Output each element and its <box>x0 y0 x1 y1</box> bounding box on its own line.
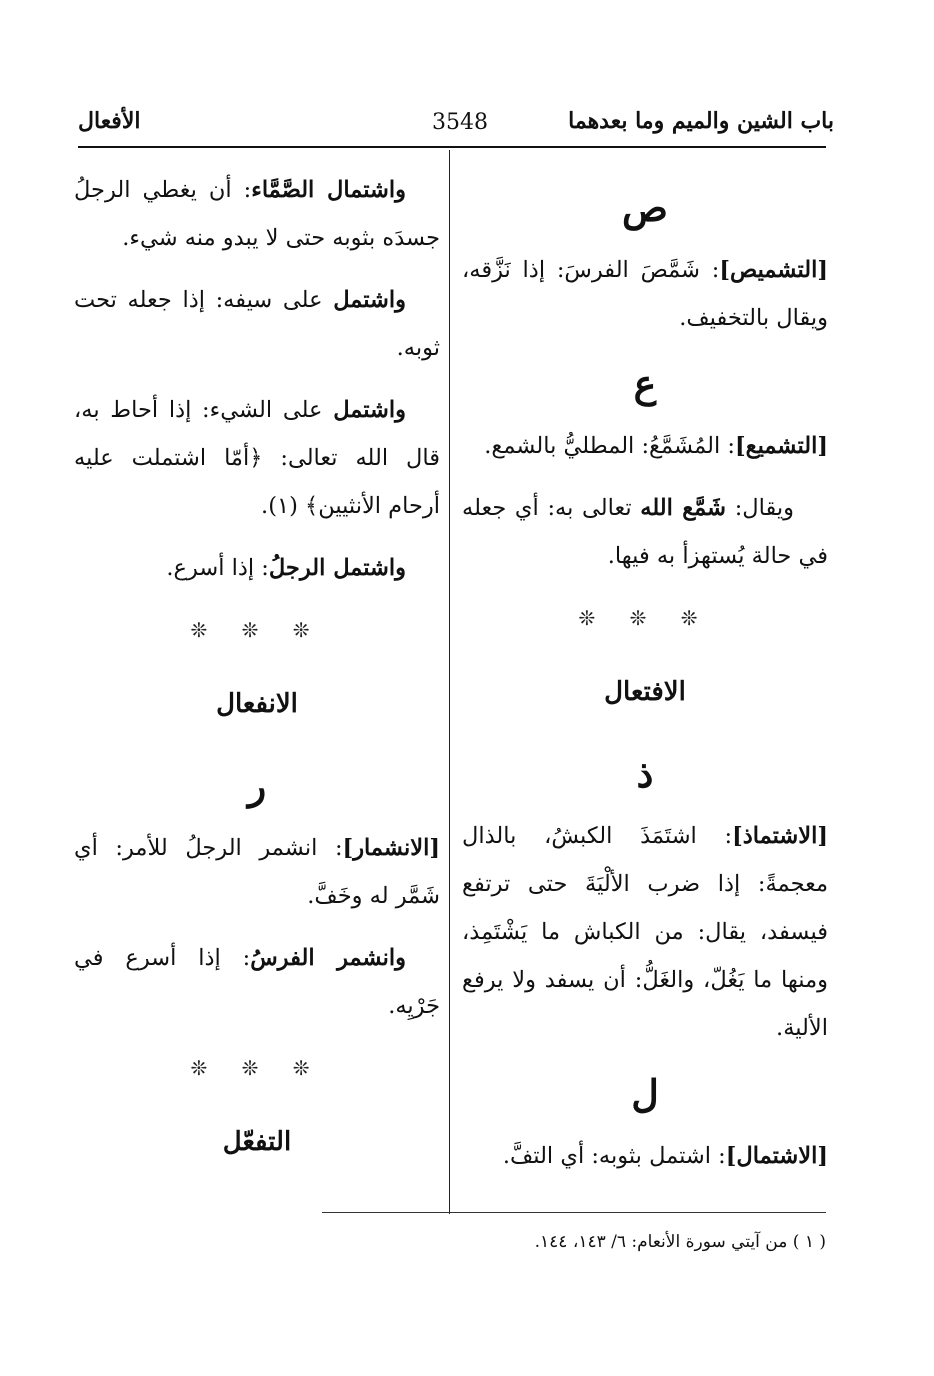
left-column <box>74 166 440 1196</box>
entry-headword: [التشميع] <box>734 433 828 459</box>
entry-tashmis <box>462 246 828 342</box>
footnote-rule <box>322 1212 826 1213</box>
entry-text: تعالى به: أي جعله في حالة يُستهزأ به فيها. <box>462 495 828 569</box>
entry-headword: شَمَّع الله <box>640 495 727 521</box>
entry-ishtamala-sayf <box>74 276 440 372</box>
entry-headword: واشتمل <box>333 397 406 423</box>
entry-headword: [التشميص] <box>719 257 828 283</box>
letter-heading: ذ <box>636 751 654 796</box>
entry-text: : أن يغطي الرجلُ جسدَه بثوبه حتى لا يبدو منه شيء. <box>74 177 440 251</box>
entry-ishtamala-rajul <box>74 544 440 592</box>
running-header-chapter: باب الشين والميم وما بعدهما <box>568 108 834 134</box>
entry-headword: [الاشتماذ] <box>732 823 828 849</box>
entry-headword: واشتمال الصَّمَّاء <box>251 177 406 203</box>
entry-text: : إذا أسرع في جَرْيِه. <box>74 945 440 1019</box>
letter-heading: ص <box>622 185 668 230</box>
page-number: 3548 <box>432 110 488 135</box>
right-column <box>462 166 828 1194</box>
entry-text: : اشتَمَذَ الكبشُ، بالذال معجمةً: إذا ضرب الألْيَةَ حتى ترتفع فيسفد، يقال: من الكباش ما يَشْتَمِذ، ومنها ما يَغُلّ، والغَلُّ: أن يسفد ولا يرفع الألية. <box>462 823 828 1041</box>
entry-text: : شَمَّصَ الفرسَ: إذا نَزَّقه، ويقال بالتخفيف. <box>462 257 828 331</box>
entry-text: : المُشَمَّعُ: المطليُّ بالشمع. <box>484 433 735 459</box>
entry-headword: [الاشتمال] <box>725 1143 828 1169</box>
entry-text: : انشمر الرجلُ للأمر: أي شَمَّر له وخَفَّ. <box>74 835 440 909</box>
letter-heading: ع <box>633 361 657 406</box>
entry-headword: واشتمل الرجلُ <box>268 555 406 581</box>
entry-ishtimal-sammaa <box>74 166 440 262</box>
entry-headword: [الانشمار] <box>342 835 440 861</box>
entry-text: : اشتمل بثوبه: أي التفَّ. <box>502 1143 726 1169</box>
letter-heading: ل <box>631 1071 659 1116</box>
entry-text: على سيفه: إذا جعله تحت ثوبه. <box>74 287 440 361</box>
column-divider <box>449 150 450 1214</box>
section-heading: الانفعال <box>216 689 298 719</box>
entry-inshimar <box>74 824 440 920</box>
entry-tashmi <box>462 422 828 470</box>
section-heading: الافتعال <box>604 677 686 707</box>
footnote: ( ١ ) من آيتي سورة الأنعام: ٦/ ١٤٣، ١٤٤. <box>534 1232 826 1252</box>
section-heading: التفعّل <box>222 1127 292 1157</box>
entry-ishtimadh <box>462 812 828 1052</box>
entry-text: ويقال: <box>726 495 794 521</box>
section-separator: ❊ ❊ ❊ <box>190 1056 324 1080</box>
letter-heading: ر <box>247 763 267 808</box>
entry-text: : إذا أسرع. <box>166 555 269 581</box>
header-rule <box>78 146 826 148</box>
entry-text: على الشيء: إذا أحاط به، قال الله تعالى: ﴿أمّا اشتملت عليه أرحام الأنثيين﴾ (١). <box>74 397 440 519</box>
entry-headword: واشتمل <box>333 287 406 313</box>
running-header-section: الأفعال <box>78 108 141 134</box>
section-separator: ❊ ❊ ❊ <box>190 618 324 642</box>
entry-ishtamala-shay <box>74 386 440 530</box>
entry-ishtimal <box>462 1132 828 1180</box>
section-separator: ❊ ❊ ❊ <box>578 606 712 630</box>
entry-headword: وانشمر الفرسُ <box>250 945 407 971</box>
entry-shammaa <box>462 484 828 580</box>
entry-inshamara-faras <box>74 934 440 1030</box>
